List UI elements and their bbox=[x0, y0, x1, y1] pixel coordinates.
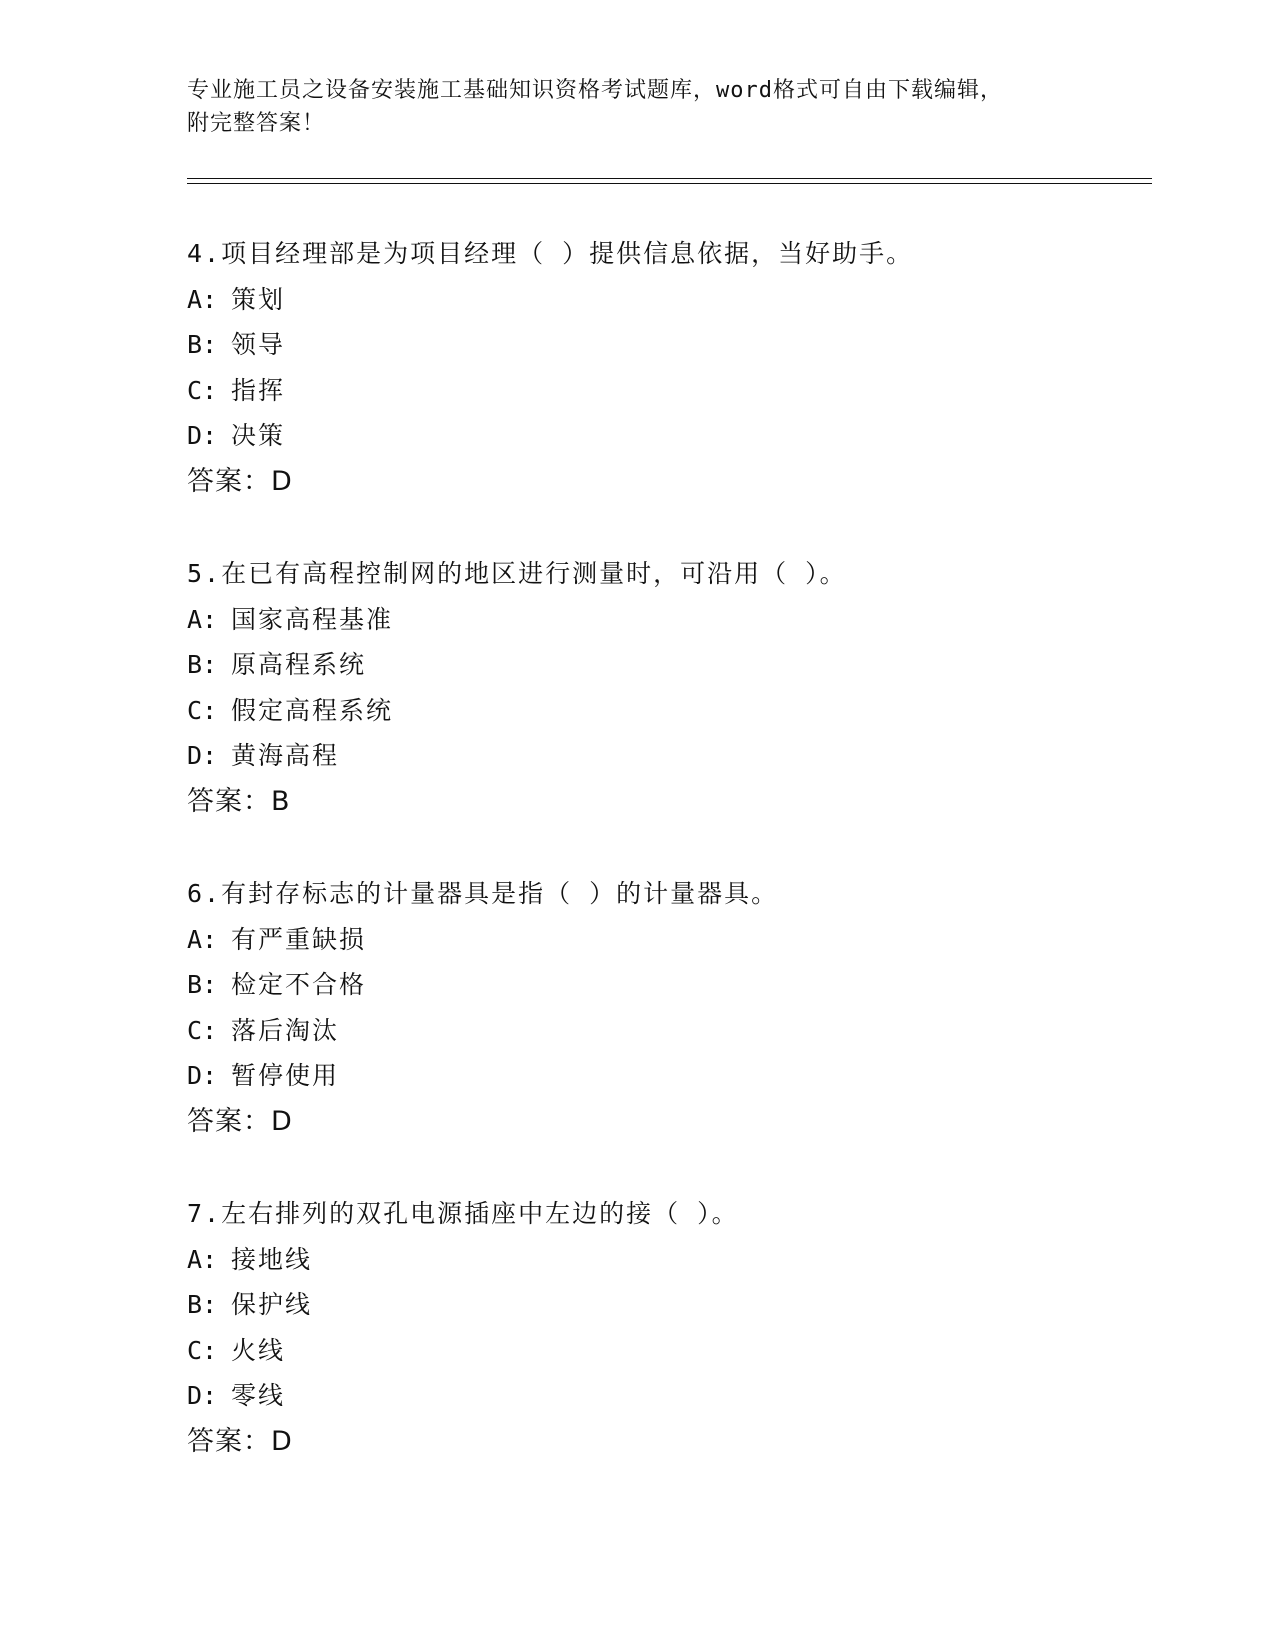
option-label: C: bbox=[187, 1335, 218, 1365]
option-text: 暂停使用 bbox=[231, 1061, 340, 1090]
option-text: 零线 bbox=[231, 1381, 286, 1410]
option-label: C: bbox=[187, 375, 218, 405]
option-text: 接地线 bbox=[231, 1244, 313, 1274]
option-a bbox=[187, 917, 1147, 963]
option-text: 落后淘汰 bbox=[231, 1015, 340, 1045]
option-text: 黄海高程 bbox=[231, 741, 340, 770]
option-label: A: bbox=[187, 604, 218, 634]
option-c bbox=[187, 1328, 1147, 1374]
option-d bbox=[187, 1373, 1147, 1419]
header-divider-top bbox=[187, 178, 1152, 179]
option-d bbox=[187, 733, 1147, 779]
option-text: 火线 bbox=[231, 1335, 286, 1365]
header-line-2: 附完整答案！ bbox=[187, 111, 326, 136]
option-a bbox=[187, 597, 1147, 643]
option-c bbox=[187, 1008, 1147, 1054]
option-b bbox=[187, 322, 1147, 368]
question-stem: 5.在已有高程控制网的地区进行测量时，可沿用（ ）。 bbox=[187, 559, 847, 588]
answer-line: 答案：D bbox=[187, 1105, 293, 1137]
option-b bbox=[187, 962, 1147, 1008]
option-label: D: bbox=[187, 1061, 218, 1090]
option-label: A: bbox=[187, 924, 218, 954]
option-label: A: bbox=[187, 1244, 218, 1274]
option-a bbox=[187, 277, 1147, 323]
question-6 bbox=[187, 871, 1147, 1144]
option-text: 原高程系统 bbox=[231, 650, 367, 679]
option-text: 策划 bbox=[231, 284, 286, 314]
option-c bbox=[187, 368, 1147, 414]
option-label: B: bbox=[187, 970, 218, 999]
option-text: 检定不合格 bbox=[231, 970, 367, 999]
question-stem: 4.项目经理部是为项目经理（ ）提供信息依据，当好助手。 bbox=[187, 239, 914, 268]
question-7 bbox=[187, 1191, 1147, 1464]
option-label: B: bbox=[187, 1290, 218, 1319]
option-d bbox=[187, 1053, 1147, 1099]
option-text: 假定高程系统 bbox=[231, 695, 394, 725]
question-4 bbox=[187, 231, 1147, 504]
option-text: 领导 bbox=[231, 330, 286, 359]
header-line-1: 专业施工员之设备安装施工基础知识资格考试题库，word格式可自由下载编辑， bbox=[187, 78, 1003, 103]
option-b bbox=[187, 642, 1147, 688]
option-text: 指挥 bbox=[231, 375, 286, 405]
header-divider-bottom bbox=[187, 183, 1152, 184]
option-text: 国家高程基准 bbox=[231, 604, 394, 634]
question-stem: 7.左右排列的双孔电源插座中左边的接（ ）。 bbox=[187, 1199, 739, 1228]
answer-line: 答案：D bbox=[187, 1425, 293, 1457]
option-text: 有严重缺损 bbox=[231, 924, 367, 954]
question-stem: 6.有封存标志的计量器具是指（ ）的计量器具。 bbox=[187, 879, 779, 908]
option-label: B: bbox=[187, 330, 218, 359]
question-5 bbox=[187, 551, 1147, 824]
option-label: C: bbox=[187, 1015, 218, 1045]
option-d bbox=[187, 413, 1147, 459]
answer-line: 答案：D bbox=[187, 465, 293, 497]
option-label: D: bbox=[187, 421, 218, 450]
answer-line: 答案：B bbox=[187, 785, 291, 817]
option-b bbox=[187, 1282, 1147, 1328]
option-label: D: bbox=[187, 1381, 218, 1410]
option-label: A: bbox=[187, 284, 218, 314]
option-label: D: bbox=[187, 741, 218, 770]
option-text: 决策 bbox=[231, 421, 286, 450]
document-header bbox=[187, 74, 1087, 140]
option-a bbox=[187, 1237, 1147, 1283]
option-text: 保护线 bbox=[231, 1290, 313, 1319]
option-label: C: bbox=[187, 695, 218, 725]
option-c bbox=[187, 688, 1147, 734]
option-label: B: bbox=[187, 650, 218, 679]
